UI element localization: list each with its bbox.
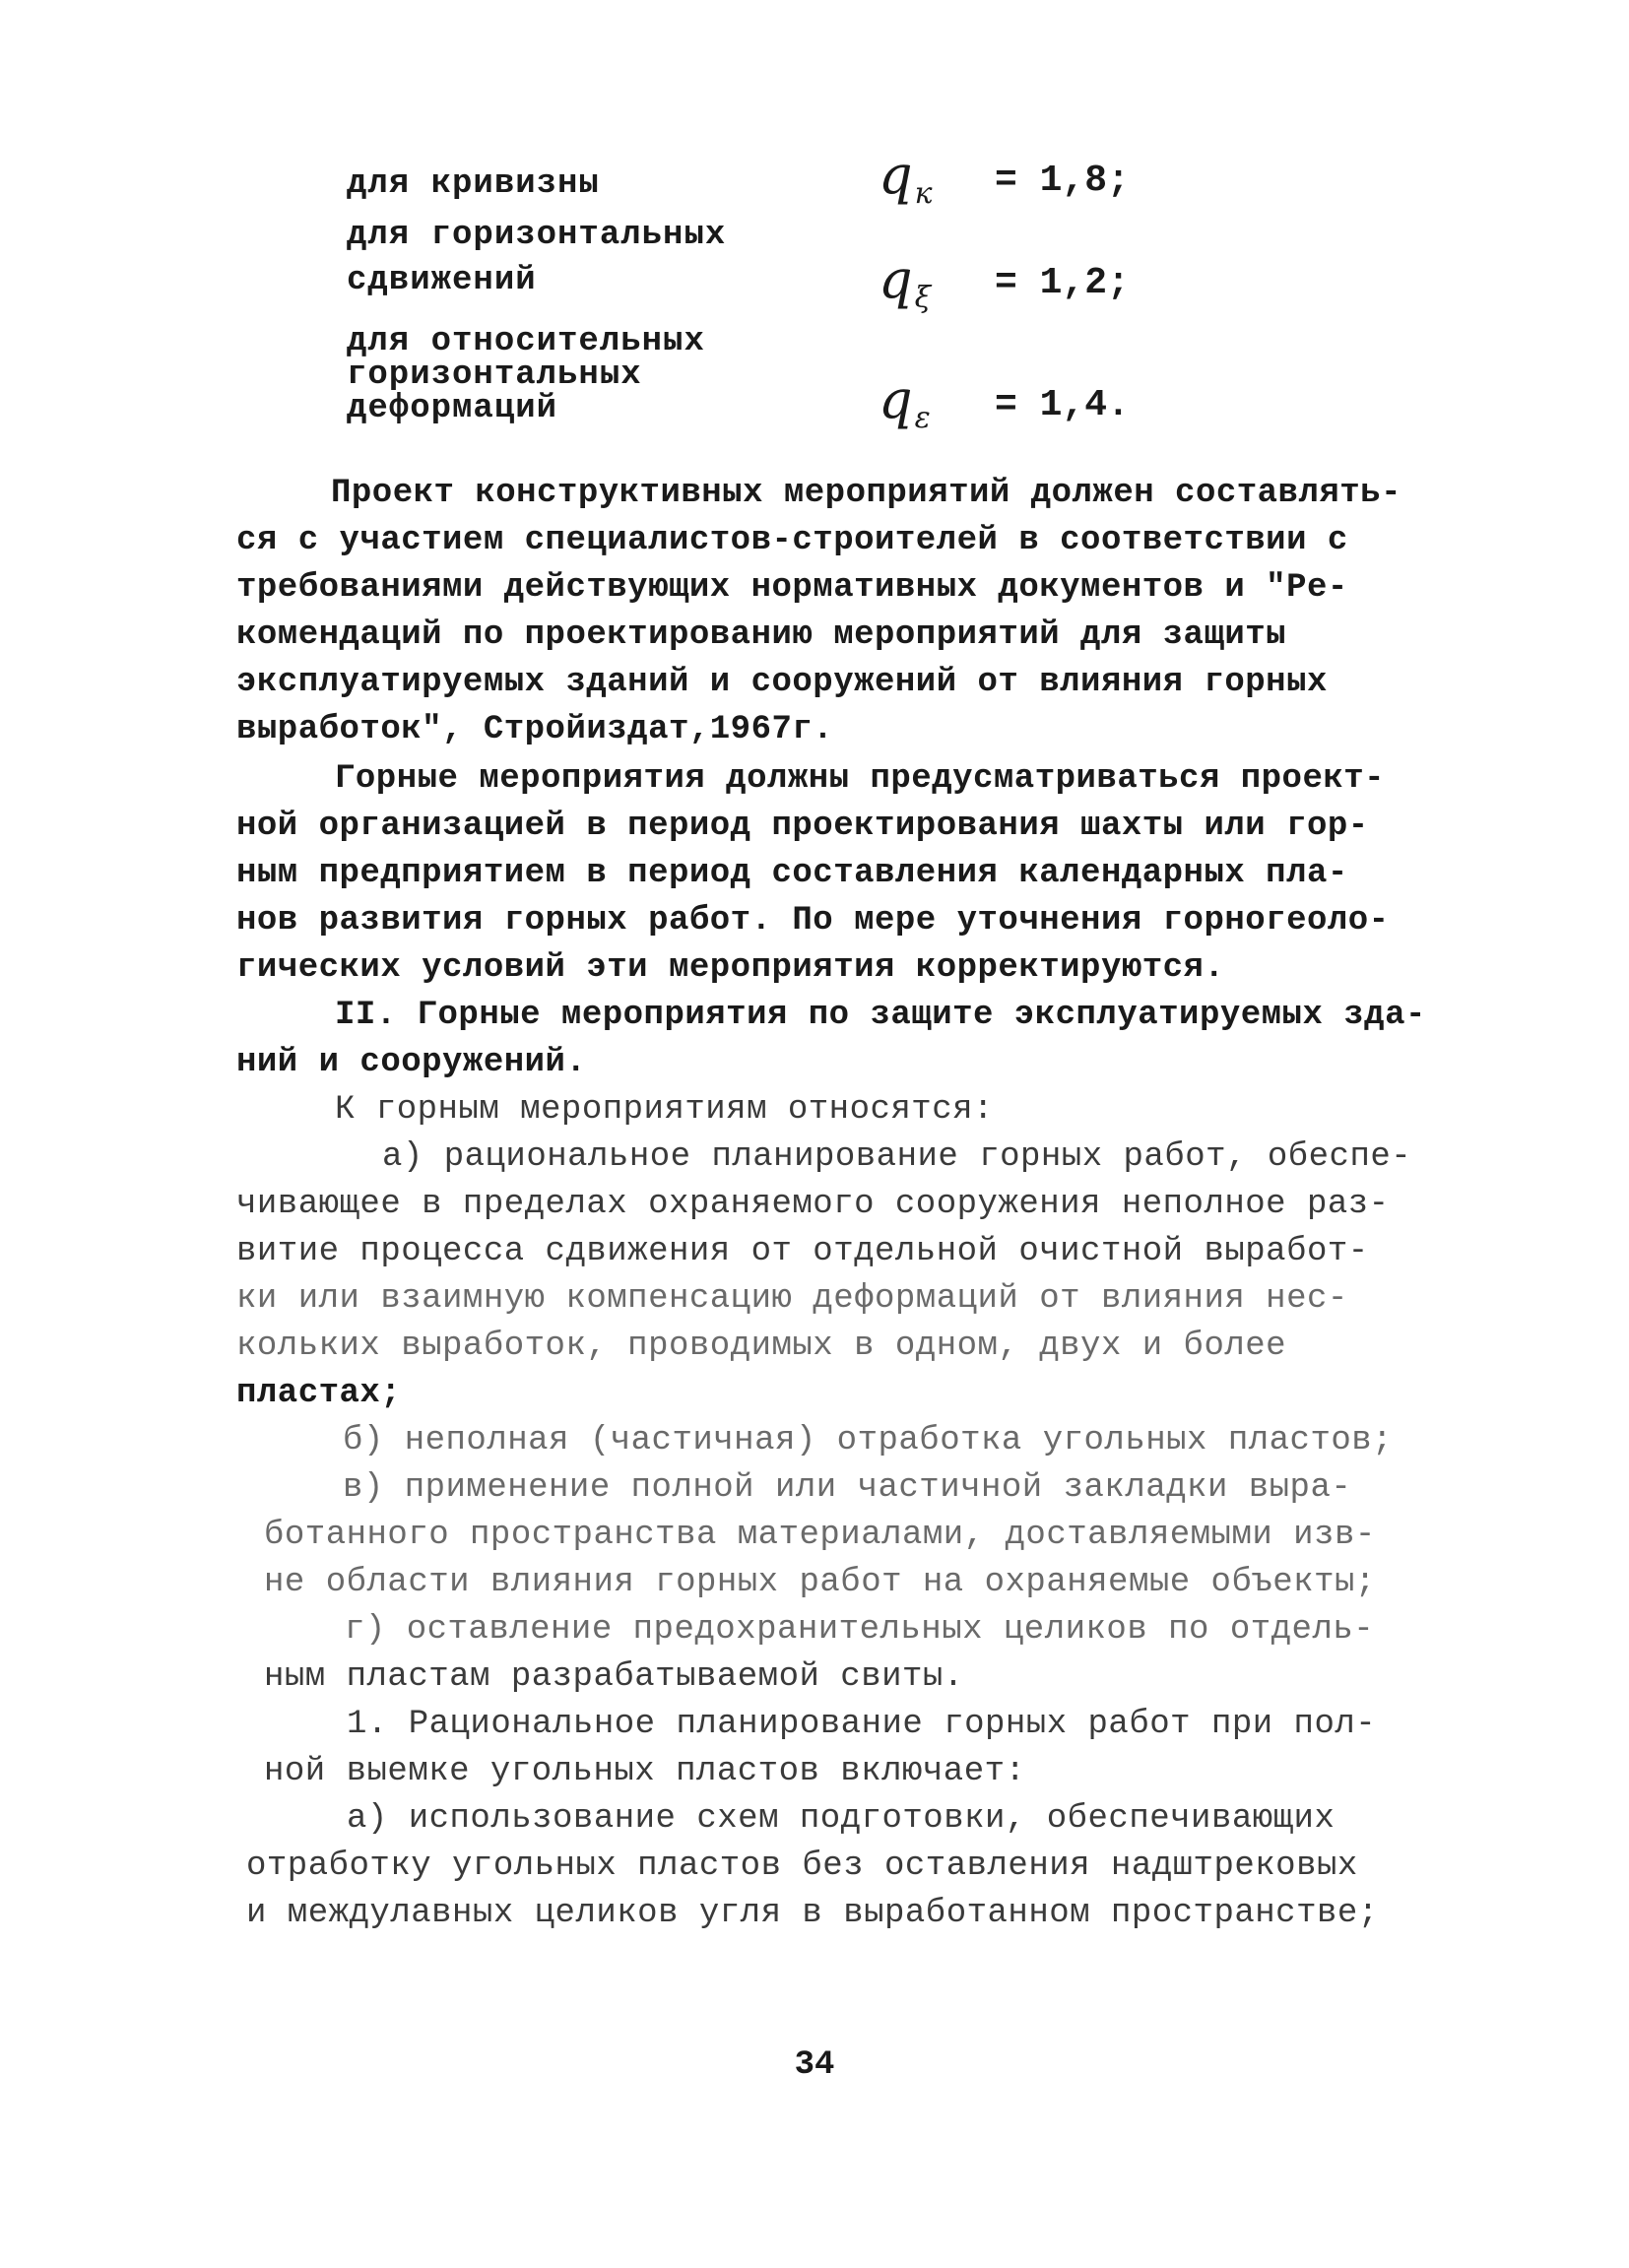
coefficient-label-line: для горизонтальных: [347, 217, 727, 254]
list-item-line: не области влияния горных работ на охраняемые объекты;: [264, 1564, 1376, 1601]
paragraph-line: комендаций по проектированию мероприятий для защиты: [236, 616, 1287, 654]
paragraph-line: 1. Рациональное планирование горных работ при пол-: [347, 1706, 1377, 1743]
paragraph-line: ной организацией в период проектирования шахты или гор-: [236, 808, 1369, 845]
list-item-line: и междулавных целиков угля в выработанном пространстве;: [246, 1895, 1379, 1932]
paragraph-line: Проект конструктивных мероприятий должен составлять-: [331, 475, 1401, 512]
list-item-line: пластах;: [236, 1375, 402, 1412]
paragraph-line: эксплуатируемых зданий и сооружений от влияния горных: [236, 664, 1328, 701]
list-item-line: б) неполная (частичная) отработка угольных пластов;: [343, 1422, 1394, 1459]
list-item-line: отработку угольных пластов без оставления надштрековых: [246, 1847, 1358, 1885]
coefficient-symbol: $q_к$: [879, 144, 933, 211]
list-item-line: ным пластам разрабатываемой свиты.: [264, 1658, 964, 1696]
coefficient-symbol: $q_\xi$: [879, 248, 932, 315]
coefficient-value: = 1,4.: [995, 384, 1130, 426]
coefficient-label-line: для кривизны: [347, 165, 600, 203]
paragraph-line: гических условий эти мероприятия корректируются.: [236, 949, 1225, 987]
list-item-line: ки или взаимную компенсацию деформаций от влияния нес-: [236, 1280, 1348, 1318]
coefficient-symbol: $q_\varepsilon$: [879, 368, 931, 435]
coefficient-subscript: ξ: [914, 281, 932, 315]
paragraph-line: ся с участием специалистов-строителей в соответствии с: [236, 522, 1348, 559]
paragraph-line: нов развития горных работ. По мере уточнения горногеоло-: [236, 902, 1390, 940]
section-heading-line: II. Горные мероприятия по защите эксплуатируемых зда-: [335, 997, 1426, 1034]
coefficient-label: [347, 162, 600, 207]
coefficient-label-line: горизонтальных: [347, 356, 642, 394]
coefficient-value: = 1,8;: [995, 160, 1130, 202]
paragraph-line: К горным мероприятиям относятся:: [335, 1091, 994, 1129]
coefficient-value: = 1,2;: [995, 262, 1130, 304]
list-item-line: витие процесса сдвижения от отдельной очистной выработ-: [236, 1233, 1369, 1270]
coefficient-label: [347, 213, 726, 303]
list-item-line: ботанного пространства материалами, доставляемыми изв-: [264, 1517, 1376, 1554]
coefficient-subscript: к: [914, 176, 933, 211]
coefficient-subscript: ε: [914, 401, 931, 435]
list-item-line: а) рациональное планирование горных работ, обеспе-: [382, 1138, 1412, 1176]
coefficient-label-line: деформаций: [347, 390, 558, 427]
paragraph-line: требованиями действующих нормативных документов и "Ре-: [236, 569, 1348, 607]
list-item-line: чивающее в пределах охраняемого сооружения неполное раз-: [236, 1186, 1390, 1223]
paragraph-line: выработок", Стройиздат,1967г.: [236, 711, 834, 748]
paragraph-line: Горные мероприятия должны предусматриваться проект-: [335, 760, 1386, 798]
coefficient-label: [347, 325, 705, 425]
list-item-line: кольких выработок, проводимых в одном, двух и более: [236, 1328, 1287, 1365]
coefficient-label-line: сдвижений: [347, 262, 537, 299]
paragraph-line: ным предприятием в период составления календарных пла-: [236, 855, 1348, 892]
list-item-line: а) использование схем подготовки, обеспечивающих: [347, 1800, 1336, 1838]
list-item-line: в) применение полной или частичной закладки выра-: [343, 1469, 1352, 1507]
coefficient-label-line: для относительных: [347, 323, 705, 360]
section-heading-line: ний и сооружений.: [236, 1044, 587, 1081]
paragraph-line: ной выемке угольных пластов включает:: [264, 1753, 1026, 1790]
list-item-line: г) оставление предохранительных целиков по отдель-: [345, 1611, 1375, 1649]
page-number: 34: [794, 2046, 835, 2084]
